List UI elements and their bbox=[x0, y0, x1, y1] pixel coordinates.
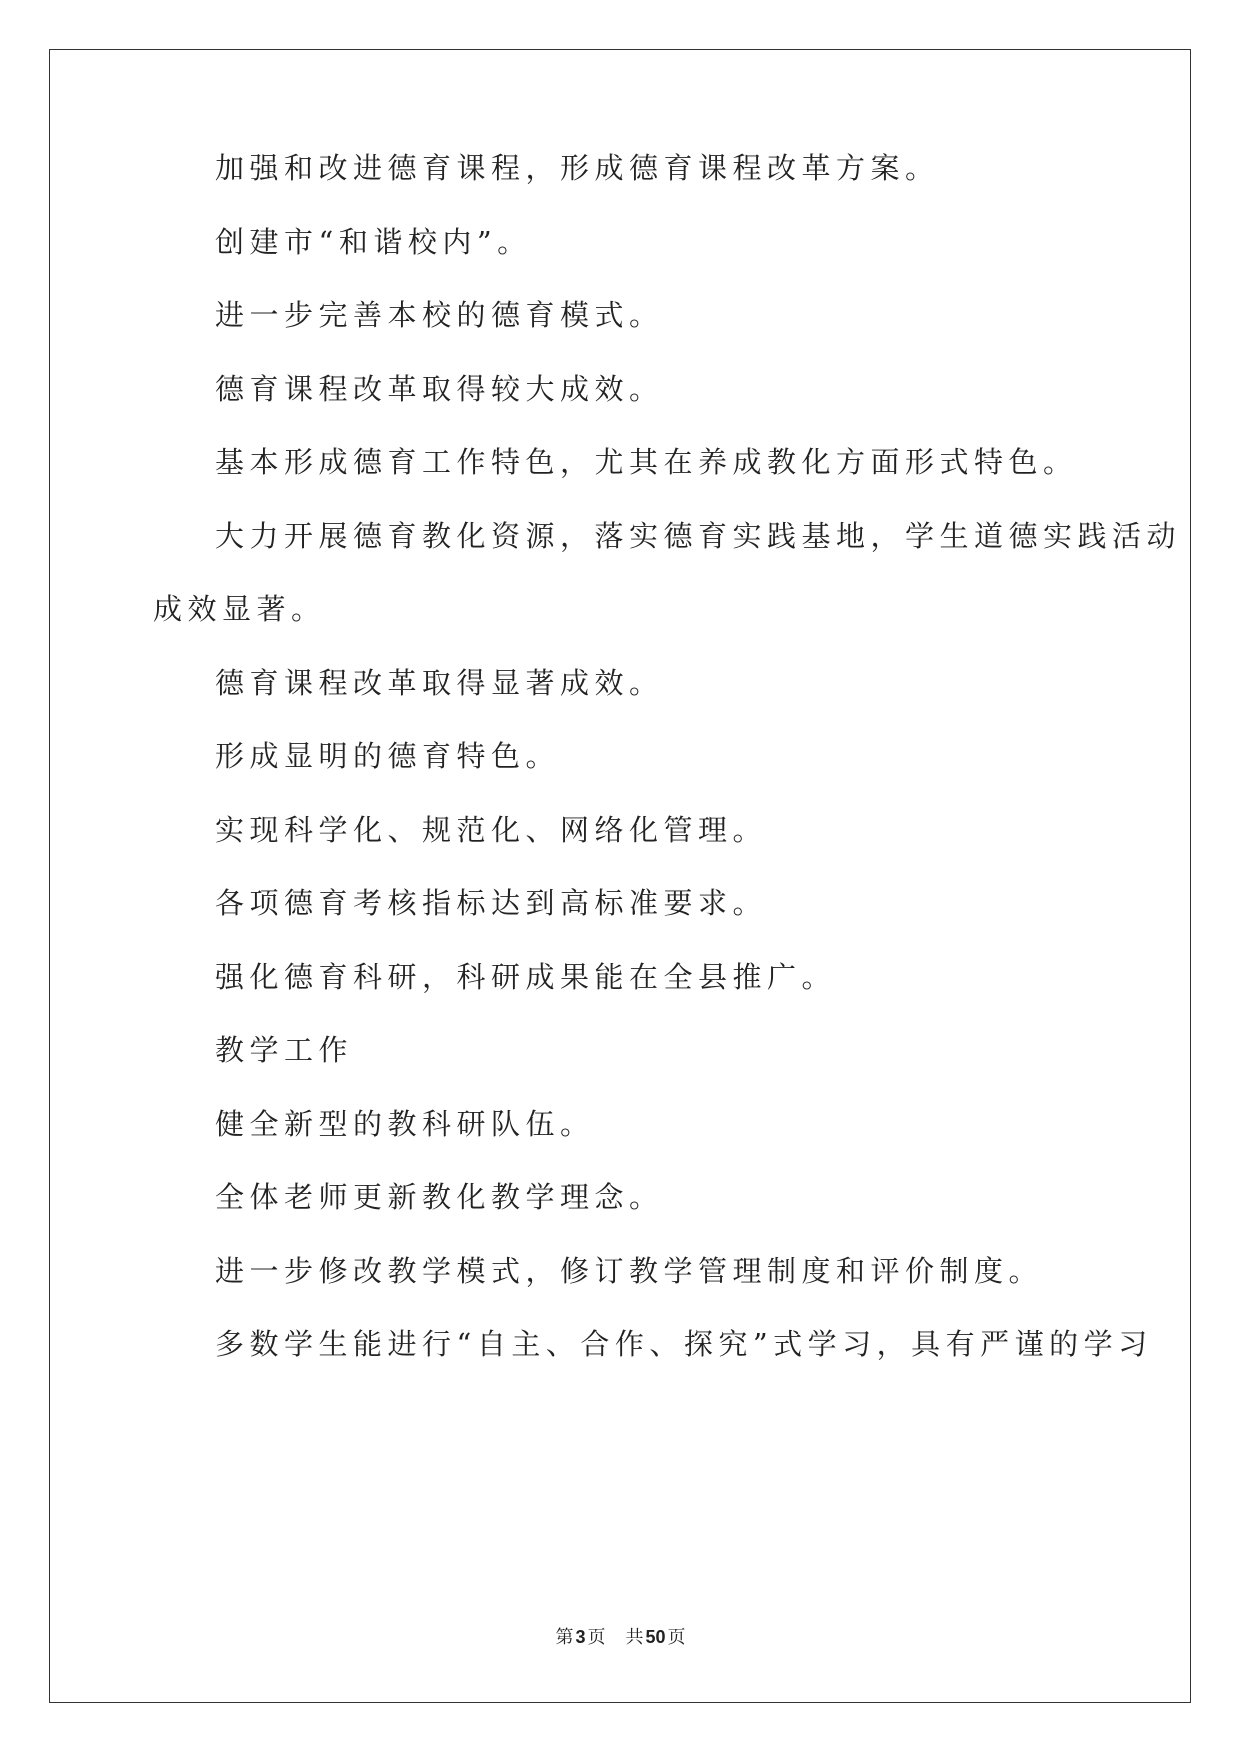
paragraph-line: 教学工作 bbox=[215, 1033, 354, 1067]
paragraph bbox=[153, 1088, 1093, 1162]
paragraph-line: 多数学生能进行“自主、合作、探究”式学习，具有严谨的学习 bbox=[215, 1327, 1153, 1361]
paragraph-line: 各项德育考核指标达到高标准要求。 bbox=[215, 886, 768, 920]
paragraph bbox=[153, 1161, 1093, 1235]
paragraph-line: 进一步完善本校的德育模式。 bbox=[215, 298, 664, 332]
footer-page-number: 3 bbox=[575, 1627, 586, 1647]
paragraph-line: 德育课程改革取得显著成效。 bbox=[215, 665, 664, 700]
paragraph bbox=[153, 500, 1182, 647]
paragraph-line: 创建市“和谐校内”。 bbox=[215, 224, 532, 259]
footer-page-prefix: 第 bbox=[555, 1627, 574, 1648]
footer-total-suffix: 页 bbox=[667, 1627, 686, 1648]
paragraph bbox=[153, 941, 1093, 1015]
paragraph bbox=[153, 1308, 1153, 1382]
paragraph-line: 大力开展德育教化资源，落实德育实践基地，学生道德实践活动 bbox=[215, 518, 1182, 553]
paragraph-line: 实现科学化、规范化、网络化管理。 bbox=[215, 812, 768, 847]
paragraph-line: 进一步修改教学模式，修订教学管理制度和评价制度。 bbox=[215, 1253, 1044, 1288]
paragraph bbox=[153, 132, 1093, 206]
paragraph-line: 强化德育科研，科研成果能在全县推广。 bbox=[215, 959, 837, 994]
page-footer bbox=[0, 1623, 1241, 1649]
paragraph-line: 健全新型的教科研队伍。 bbox=[215, 1106, 595, 1141]
paragraph bbox=[153, 279, 1093, 353]
paragraph bbox=[153, 1235, 1093, 1309]
paragraph bbox=[153, 1014, 1093, 1088]
paragraph bbox=[153, 353, 1093, 427]
paragraph bbox=[153, 426, 1093, 500]
paragraph bbox=[153, 867, 1093, 941]
footer-page-suffix: 页 bbox=[587, 1627, 606, 1648]
paragraph bbox=[153, 720, 1093, 794]
footer-total-pages: 50 bbox=[645, 1627, 666, 1647]
paragraph bbox=[153, 206, 1093, 280]
paragraph bbox=[153, 794, 1093, 868]
paragraph bbox=[153, 647, 1093, 721]
paragraph-line: 成效显著。 bbox=[153, 592, 326, 626]
footer-total-prefix: 共 bbox=[625, 1627, 644, 1648]
paragraph-line: 基本形成德育工作特色，尤其在养成教化方面形式特色。 bbox=[215, 445, 1078, 479]
paragraph-line: 德育课程改革取得较大成效。 bbox=[215, 371, 664, 406]
paragraph-line: 全体老师更新教化教学理念。 bbox=[215, 1180, 664, 1214]
paragraph-line: 形成显明的德育特色。 bbox=[215, 739, 561, 773]
paragraph-line: 加强和改进德育课程，形成德育课程改革方案。 bbox=[215, 151, 940, 185]
